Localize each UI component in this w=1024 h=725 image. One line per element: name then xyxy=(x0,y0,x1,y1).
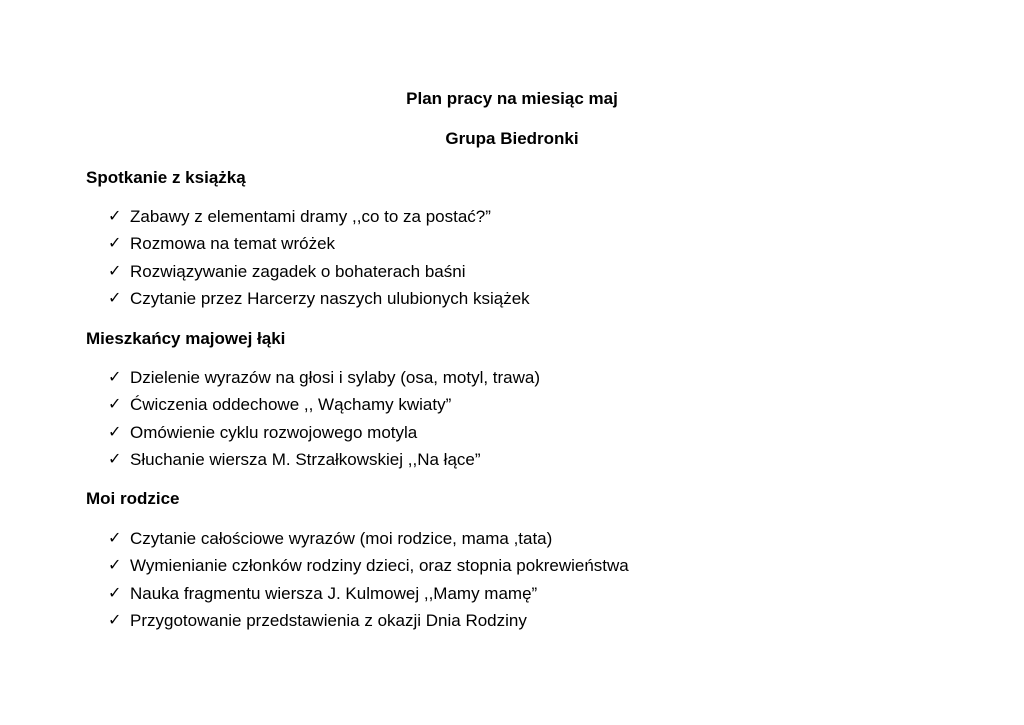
checkmark-icon: ✓ xyxy=(108,557,122,575)
checkmark-icon: ✓ xyxy=(108,289,122,307)
list-item xyxy=(108,391,540,418)
list-item xyxy=(108,258,530,285)
section-heading-laka: Mieszkańcy majowej łąki xyxy=(86,329,286,348)
list-item-text: Omówienie cyklu rozwojowego motyla xyxy=(130,422,418,442)
list-item xyxy=(108,525,629,552)
document-subtitle: Grupa Biedronki xyxy=(445,129,579,148)
section-heading-rodzice: Moi rodzice xyxy=(86,489,180,508)
list-item xyxy=(108,364,540,391)
list-item xyxy=(108,446,540,473)
list-item xyxy=(108,580,629,607)
checkmark-icon: ✓ xyxy=(108,611,122,629)
checkmark-icon: ✓ xyxy=(108,369,122,386)
checkmark-icon: ✓ xyxy=(108,235,122,253)
list-item xyxy=(108,285,530,312)
list-item-text: Ćwiczenia oddechowe ,, Wąchamy kwiaty” xyxy=(130,395,452,415)
checkmark-icon: ✓ xyxy=(108,208,122,225)
list-item xyxy=(108,419,540,446)
section-list-laka xyxy=(108,364,540,473)
list-item-text: Przygotowanie przedstawienia z okazji Dnia Rodziny xyxy=(130,610,527,630)
checkmark-icon: ✓ xyxy=(108,396,122,414)
list-item xyxy=(108,552,629,579)
list-item xyxy=(108,607,629,634)
list-item-text: Słuchanie wiersza M. Strzałkowskiej ,,Na łące” xyxy=(130,449,481,469)
list-item-text: Wymienianie członków rodziny dzieci, oraz stopnia pokrewieństwa xyxy=(130,556,629,576)
document-title: Plan pracy na miesiąc maj xyxy=(406,89,618,108)
checkmark-icon: ✓ xyxy=(108,530,122,547)
section-heading-ksiazka: Spotkanie z książką xyxy=(86,168,246,187)
section-list-ksiazka xyxy=(108,203,530,312)
checkmark-icon: ✓ xyxy=(108,584,122,602)
list-item-text: Nauka fragmentu wiersza J. Kulmowej ,,Mamy mamę” xyxy=(130,583,538,603)
list-item xyxy=(108,203,530,230)
section-list-rodzice xyxy=(108,525,629,634)
checkmark-icon: ✓ xyxy=(108,423,122,441)
list-item-text: Rozmowa na temat wróżek xyxy=(130,234,336,254)
list-item-text: Czytanie całościowe wyrazów (moi rodzice, mama ,tata) xyxy=(130,529,553,548)
checkmark-icon: ✓ xyxy=(108,262,122,280)
list-item-text: Rozwiązywanie zagadek o bohaterach baśni xyxy=(130,261,466,281)
list-item-text: Dzielenie wyrazów na głosi i sylaby (osa, motyl, trawa) xyxy=(130,368,541,387)
checkmark-icon: ✓ xyxy=(108,450,122,468)
list-item-text: Zabawy z elementami dramy ,,co to za postać?” xyxy=(130,207,491,226)
list-item xyxy=(108,230,530,257)
list-item-text: Czytanie przez Harcerzy naszych ulubionych książek xyxy=(130,288,530,308)
